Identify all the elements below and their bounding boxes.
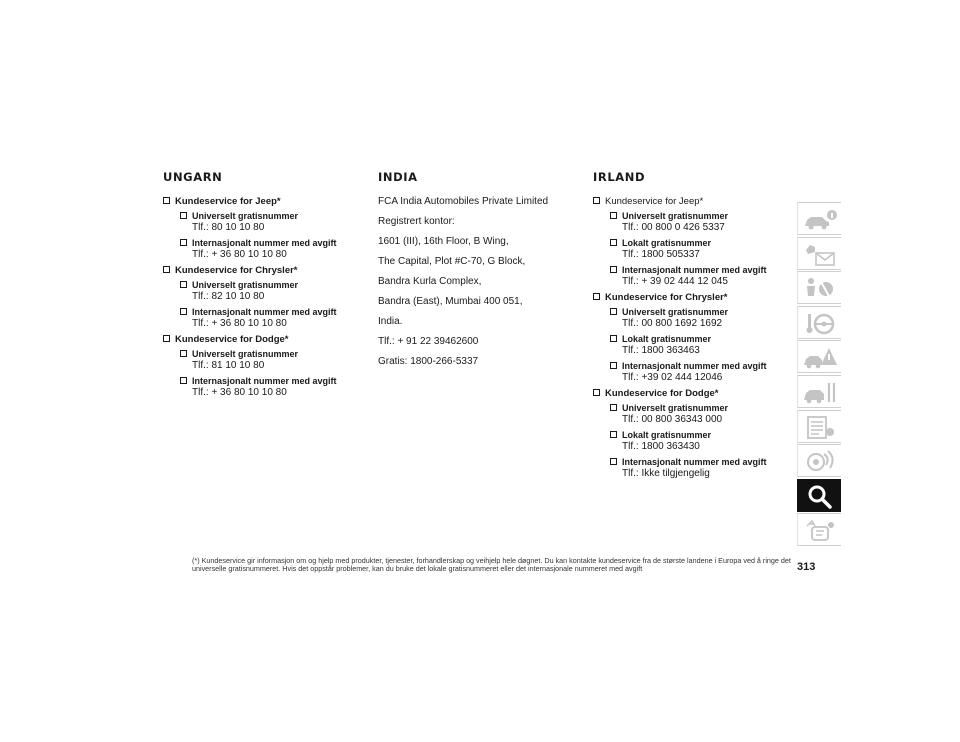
heading-india: INDIA xyxy=(378,170,418,184)
section-dodge xyxy=(163,334,363,345)
checkbox-icon xyxy=(610,308,617,315)
section-jeep xyxy=(163,196,363,207)
heading-ungarn: UNGARN xyxy=(163,170,223,184)
list-item xyxy=(180,280,363,302)
section-jeep xyxy=(593,196,793,207)
list-item xyxy=(180,349,363,371)
section-label: Kundeservice for Jeep* xyxy=(175,196,281,207)
item-label: Universelt gratisnummer xyxy=(192,211,299,221)
address-line: India. xyxy=(378,316,403,327)
tab-search[interactable] xyxy=(797,479,841,512)
section-label: Kundeservice for Dodge* xyxy=(605,388,719,399)
tab-checklist[interactable] xyxy=(797,410,841,443)
checkbox-icon xyxy=(610,239,617,246)
list-item xyxy=(610,457,793,479)
section-label: Kundeservice for Dodge* xyxy=(175,334,289,345)
checkbox-icon xyxy=(163,197,170,204)
list-item xyxy=(180,307,363,329)
item-label: Lokalt gratisnummer xyxy=(622,334,712,344)
phone-number: Tlf.: 82 10 10 80 xyxy=(192,291,265,302)
section-label: Kundeservice for Jeep* xyxy=(605,196,704,207)
item-label: Internasjonalt nummer med avgift xyxy=(622,361,767,371)
checkbox-icon xyxy=(180,377,187,384)
seatbelt-airbag-icon xyxy=(802,276,838,301)
tab-car-mail[interactable] xyxy=(797,237,841,270)
chapter-tabs xyxy=(797,202,841,548)
checkbox-icon xyxy=(610,458,617,465)
checkbox-icon xyxy=(610,431,617,438)
phone-number: Tlf.: 00 800 0 426 5337 xyxy=(622,222,725,233)
car-mail-icon xyxy=(802,242,838,267)
checkbox-icon xyxy=(610,362,617,369)
column-ungarn xyxy=(163,170,363,403)
list-item xyxy=(610,403,793,425)
search-icon xyxy=(802,484,838,509)
tab-car-info[interactable] xyxy=(797,202,841,235)
address-line: Bandra Kurla Complex, xyxy=(378,276,482,287)
item-label: Internasjonalt nummer med avgift xyxy=(622,265,767,275)
multimedia-icon xyxy=(802,449,838,474)
steering-wheel-icon xyxy=(802,311,838,336)
item-label: Lokalt gratisnummer xyxy=(622,238,712,248)
address-line: Registrert kontor: xyxy=(378,216,455,227)
heading-irland: IRLAND xyxy=(593,170,646,184)
column-india xyxy=(378,170,583,376)
item-label: Universelt gratisnummer xyxy=(622,307,729,317)
list-item xyxy=(610,265,793,287)
toll-free-number: Gratis: 1800-266-5337 xyxy=(378,356,479,367)
car-info-icon xyxy=(802,207,838,232)
checkbox-icon xyxy=(610,404,617,411)
phone-number: Tlf.: + 91 22 39462600 xyxy=(378,336,479,347)
section-dodge xyxy=(593,388,793,399)
list-item xyxy=(610,361,793,383)
car-warning-icon xyxy=(802,345,838,370)
phone-number: Tlf.: 80 10 10 80 xyxy=(192,222,265,233)
phone-number: Tlf.: + 36 80 10 10 80 xyxy=(192,249,287,260)
checkbox-icon xyxy=(180,350,187,357)
checkbox-icon xyxy=(180,308,187,315)
phone-number: Tlf.: 1800 505337 xyxy=(622,249,700,260)
checkbox-icon xyxy=(180,212,187,219)
item-label: Universelt gratisnummer xyxy=(192,280,299,290)
checkbox-icon xyxy=(163,266,170,273)
tab-multimedia[interactable] xyxy=(797,444,841,477)
list-item xyxy=(180,376,363,398)
checkbox-icon xyxy=(610,212,617,219)
checklist-icon xyxy=(802,415,838,440)
phone-number: Tlf.: + 36 80 10 10 80 xyxy=(192,318,287,329)
item-label: Universelt gratisnummer xyxy=(192,349,299,359)
checkbox-icon xyxy=(593,389,600,396)
page-number: 313 xyxy=(797,561,816,573)
tab-seatbelt-airbag[interactable] xyxy=(797,271,841,304)
phone-number: Tlf.: +39 02 444 12046 xyxy=(622,372,723,383)
tab-steering-wheel[interactable] xyxy=(797,306,841,339)
column-irland xyxy=(593,170,793,484)
item-label: Internasjonalt nummer med avgift xyxy=(622,457,767,467)
checkbox-icon xyxy=(180,239,187,246)
phone-number: Tlf.: 00 800 1692 1692 xyxy=(622,318,723,329)
language-index-icon xyxy=(802,518,838,543)
section-chrysler xyxy=(163,265,363,276)
checkbox-icon xyxy=(593,197,600,204)
item-label: Internasjonalt nummer med avgift xyxy=(192,376,337,386)
checkbox-icon xyxy=(610,266,617,273)
list-item xyxy=(610,307,793,329)
item-label: Lokalt gratisnummer xyxy=(622,430,712,440)
tab-car-warning[interactable] xyxy=(797,340,841,373)
checkbox-icon xyxy=(163,335,170,342)
list-item xyxy=(610,211,793,233)
item-label: Internasjonalt nummer med avgift xyxy=(192,307,337,317)
phone-number: Tlf.: 81 10 10 80 xyxy=(192,360,265,371)
phone-number: Tlf.: + 36 80 10 10 80 xyxy=(192,387,287,398)
item-label: Universelt gratisnummer xyxy=(622,211,729,221)
item-label: Internasjonalt nummer med avgift xyxy=(192,238,337,248)
address-line: Bandra (East), Mumbai 400 051, xyxy=(378,296,523,307)
tab-car-tools[interactable] xyxy=(797,375,841,408)
phone-number: Tlf.: + 39 02 444 12 045 xyxy=(622,276,728,287)
section-label: Kundeservice for Chrysler* xyxy=(605,292,728,303)
list-item xyxy=(180,238,363,260)
checkbox-icon xyxy=(610,335,617,342)
address-line: The Capital, Plot #C-70, G Block, xyxy=(378,256,526,267)
checkbox-icon xyxy=(180,281,187,288)
list-item xyxy=(610,334,793,356)
phone-number: Tlf.: 1800 363430 xyxy=(622,441,700,452)
car-tools-icon xyxy=(802,380,838,405)
checkbox-icon xyxy=(593,293,600,300)
list-item xyxy=(610,238,793,260)
address-line: 1601 (III), 16th Floor, B Wing, xyxy=(378,236,509,247)
list-item xyxy=(180,211,363,233)
address-line: FCA India Automobiles Private Limited xyxy=(378,196,549,207)
tab-language-index[interactable] xyxy=(797,513,841,546)
list-item xyxy=(610,430,793,452)
section-chrysler xyxy=(593,292,793,303)
section-label: Kundeservice for Chrysler* xyxy=(175,265,298,276)
item-label: Universelt gratisnummer xyxy=(622,403,729,413)
phone-number: Tlf.: 1800 363463 xyxy=(622,345,700,356)
footnote: (*) Kundeservice gir informasjon om og hjelp med produkter, tjenester, forhandlerskap og veihjelp hele døgnet. Du kan kontakte kundeservice fra de største landene i Europa ved å ringe det universelle gratisnummeret. Hvis det oppstår problemer, kan du bruke det lokale gratisnummeret eller det internasjonale nummeret med avgift xyxy=(192,556,791,574)
phone-number: Tlf.: 00 800 36343 000 xyxy=(622,414,723,425)
phone-number: Tlf.: Ikke tilgjengelig xyxy=(622,468,710,479)
